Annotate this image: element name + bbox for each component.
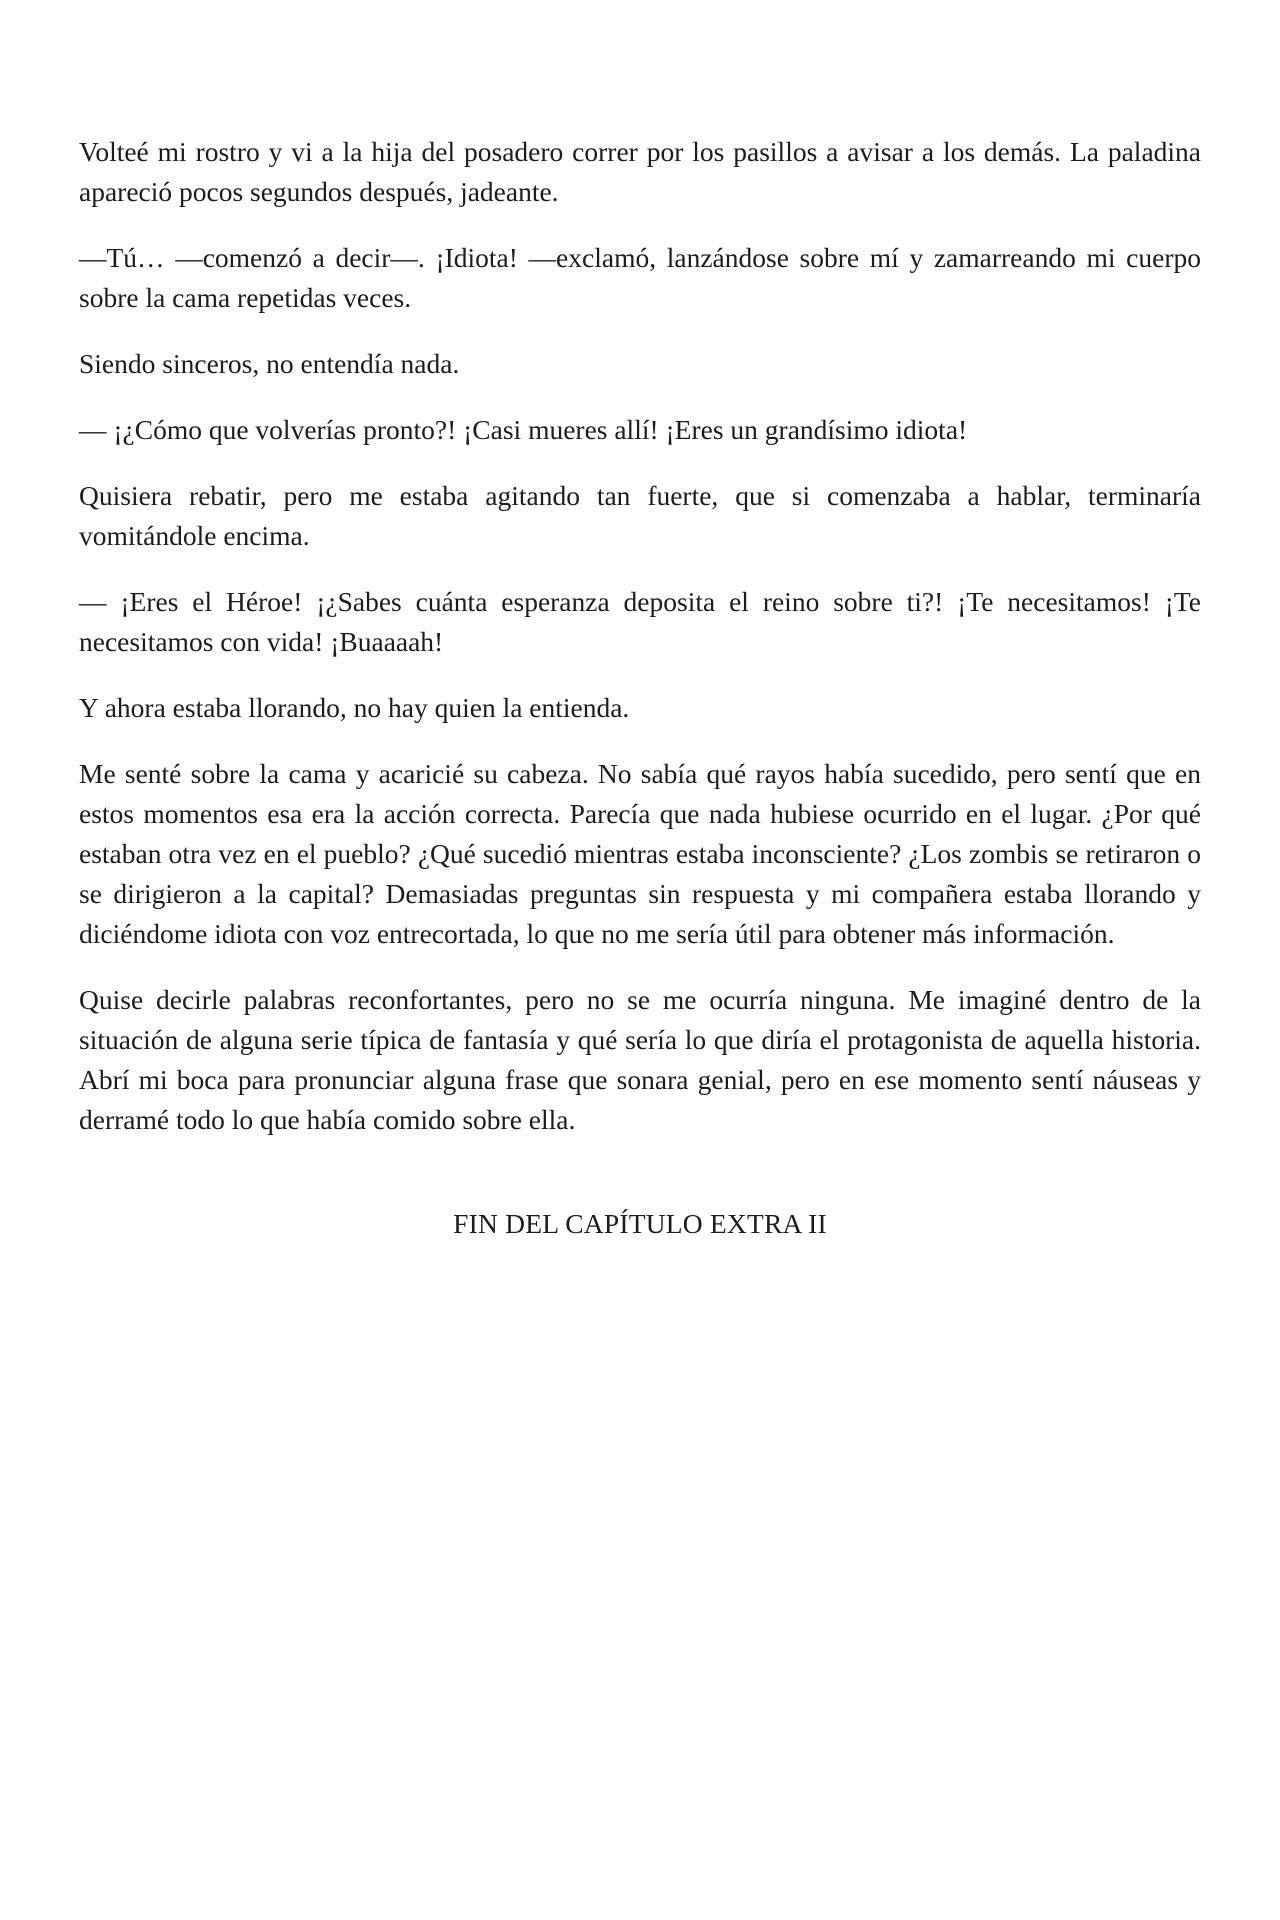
paragraph-9: Quise decirle palabras reconfortantes, pero no se me ocurría ninguna. Me imaginé dentro de la situación de alguna serie típica de fantasía y qué sería lo que diría el protagonista de aquella historia. Abrí mi boca para pronunciar alguna frase que sonara genial, pero en ese momento sentí náuseas y derramé todo lo que había comido sobre ella. xyxy=(79,984,1201,1135)
paragraph-7: Y ahora estaba llorando, no hay quien la entienda. xyxy=(79,692,630,723)
chapter-end-heading: FIN DEL CAPÍTULO EXTRA II xyxy=(453,1208,827,1239)
paragraph-1: Volteé mi rostro y vi a la hija del posadero correr por los pasillos a avisar a los demás. La paladina apareció pocos segundos después, jadeante. xyxy=(79,136,1201,207)
paragraph-4: — ¡¿Cómo que volverías pronto?! ¡Casi mueres allí! ¡Eres un grandísimo idiota! xyxy=(79,414,968,445)
paragraph-8: Me senté sobre la cama y acaricié su cabeza. No sabía qué rayos había sucedido, pero sentí que en estos momentos esa era la acción correcta. Parecía que nada hubiese ocurrido en el lugar. ¿Por qué estaban otra vez en el pueblo? ¿Qué sucedió mientras estaba inconsciente? ¿Los zombis se retiraron o se dirigieron a la capital? Demasiadas preguntas sin respuesta y mi compañera estaba llorando y diciéndome idiota con voz entrecortada, lo que no me sería útil para obtener más información. xyxy=(79,758,1201,949)
paragraph-5: Quisiera rebatir, pero me estaba agitando tan fuerte, que si comenzaba a hablar, terminaría vomitándole encima. xyxy=(79,480,1201,551)
paragraph-6: — ¡Eres el Héroe! ¡¿Sabes cuánta esperanza deposita el reino sobre ti?! ¡Te necesitamos! ¡Te necesitamos con vida! ¡Buaaaah! xyxy=(79,586,1201,657)
paragraph-3: Siendo sinceros, no entendía nada. xyxy=(79,348,460,379)
document-page xyxy=(79,132,1201,1244)
paragraph-2: —Tú… —comenzó a decir—. ¡Idiota! —exclamó, lanzándose sobre mí y zamarreando mi cuerpo sobre la cama repetidas veces. xyxy=(79,242,1201,313)
